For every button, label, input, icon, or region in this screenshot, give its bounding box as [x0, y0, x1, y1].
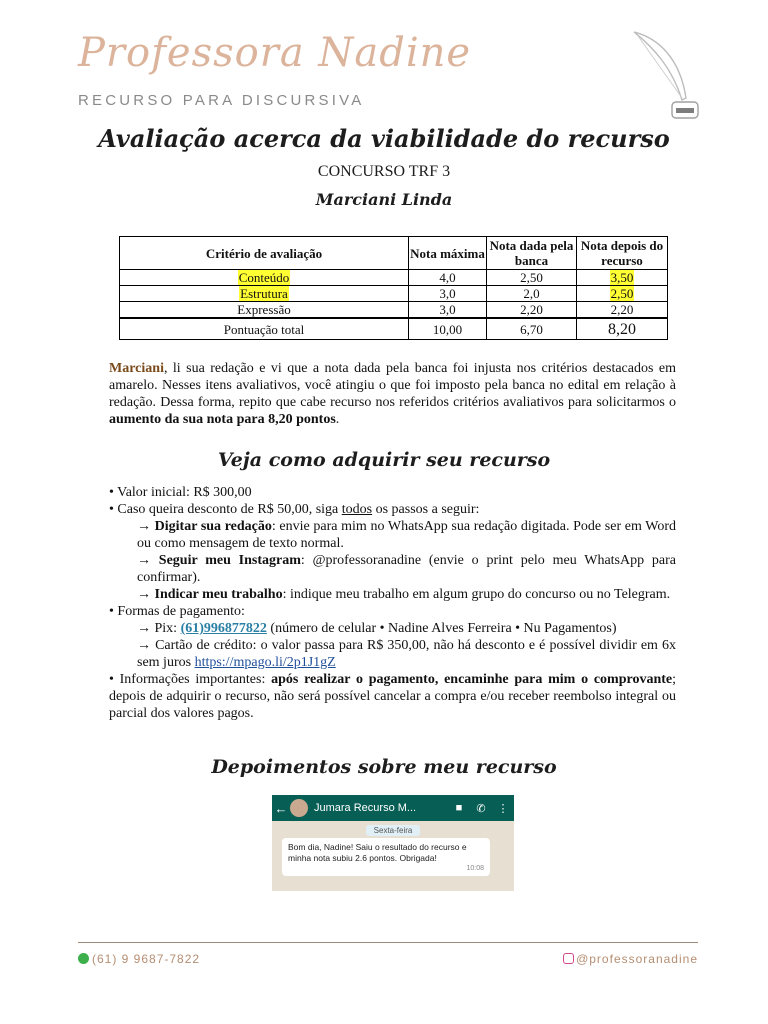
intro-paragraph: Marciani, li sua redação e vi que a nota dada pela banca foi injusta nos critérios destacados em amarelo. Nesses itens avaliativos, você atingiu o que foi imposto pela banca no edital em relação à redação. Dessa forma, repito que cabe recurso nos referidos critérios avaliativos para solicitarmos o aumento da sua nota para 8,20 pontos. — [109, 361, 676, 427]
section-title-testimonials: Depoimentos sobre meu recurso — [211, 756, 557, 778]
instagram-icon — [563, 953, 574, 964]
criterion-cell: Conteúdo — [238, 270, 290, 285]
table-row — [120, 302, 668, 319]
chat-message-text: Bom dia, Nadine! Saiu o resultado do recurso e minha nota subiu 2.6 pontos. Obrigada! — [288, 842, 467, 863]
chat-contact-name: Jumara Recurso M... — [314, 802, 417, 814]
total-max: 10,00 — [409, 318, 487, 340]
header-after: Nota depois do recurso — [577, 237, 668, 270]
list-item-step2: → Seguir meu Instagram: @professoranadine (envie o print pelo meu WhatsApp para confirmar). — [137, 553, 676, 585]
after-cell: 2,50 — [610, 286, 634, 301]
section-title-buy: Veja como adquirir seu recurso — [217, 449, 551, 471]
table-total-row — [120, 318, 668, 340]
list-item-price: • Valor inicial: R$ 300,00 — [109, 485, 252, 500]
chat-header — [272, 795, 514, 821]
brand-title: Professora Nadine — [78, 30, 472, 76]
max-cell: 3,0 — [409, 286, 487, 302]
list-item-step1: → Digitar sua redação: envie para mim no WhatsApp sua redação digitada. Pode ser em Word ou como mensagem de texto normal. — [137, 519, 677, 551]
list-item-info: • Informações importantes: após realizar o pagamento, encaminhe para mim o comprovante; depois de adquirir o recurso, não será possível cancelar a compra e/ou receber reembolso integral ou parcial dos valores pagos. — [109, 672, 677, 721]
footer-instagram: @professoranadine — [563, 952, 698, 966]
after-cell: 2,20 — [577, 302, 668, 319]
back-arrow-icon: ← — [274, 800, 288, 816]
purchase-list — [109, 484, 676, 722]
video-icon: ■ — [455, 802, 463, 814]
grades-table — [119, 236, 668, 340]
total-after: 8,20 — [577, 318, 668, 340]
candidate-name: Marciani Linda — [315, 190, 453, 209]
footer-divider — [78, 942, 698, 943]
list-item-card: → Cartão de crédito: o valor passa para R$ 350,00, não há desconto e é possível dividir em 6x sem juros https://mpago.li/2p1J1gZ — [137, 638, 676, 670]
table-row — [120, 270, 668, 286]
max-cell: 3,0 — [409, 302, 487, 319]
chat-day-badge: Sexta-feira — [366, 825, 420, 836]
intro-name: Marciani — [109, 361, 164, 376]
chat-message-time: 10:08 — [466, 865, 484, 872]
table-row — [120, 286, 668, 302]
list-item-discount: • Caso queira desconto de R$ 50,00, siga todos os passos a seguir: — [109, 502, 480, 517]
after-cell: 3,50 — [610, 270, 634, 285]
list-item-pix: → Pix: (61)996877822 (número de celular • Nadine Alves Ferreira • Nu Pagamentos) — [137, 621, 617, 636]
brand-subtitle: RECURSO PARA DISCURSIVA — [78, 92, 365, 109]
whatsapp-icon — [78, 953, 89, 964]
list-item-step3: → Indicar meu trabalho: indique meu trabalho em algum grupo do concurso ou no Telegram. — [137, 587, 671, 602]
list-item-payment: • Formas de pagamento: — [109, 604, 245, 619]
total-label: Pontuação total — [120, 318, 409, 340]
quill-icon — [628, 28, 704, 124]
board-cell: 2,20 — [487, 302, 577, 319]
table-header-row — [120, 237, 668, 270]
header-criterion: Critério de avaliação — [120, 237, 409, 270]
max-cell: 4,0 — [409, 270, 487, 286]
footer-phone: (61) 9 9687-7822 — [78, 952, 200, 966]
testimonial-screenshot — [272, 795, 514, 891]
total-board: 6,70 — [487, 318, 577, 340]
header-board: Nota dada pela banca — [487, 237, 577, 270]
contest-name: CONCURSO TRF 3 — [317, 163, 451, 180]
header-max: Nota máxima — [409, 237, 487, 270]
board-cell: 2,0 — [487, 286, 577, 302]
board-cell: 2,50 — [487, 270, 577, 286]
pix-phone-link[interactable]: (61)996877822 — [180, 621, 267, 636]
criterion-cell: Estrutura — [240, 286, 288, 301]
criterion-cell: Expressão — [120, 302, 409, 319]
page-title: Avaliação acerca da viabilidade do recurso — [98, 124, 670, 153]
avatar — [290, 799, 308, 817]
payment-link[interactable]: https://mpago.li/2p1J1gZ — [194, 655, 336, 670]
chat-message — [282, 838, 490, 876]
intro-bold: aumento da sua nota para 8,20 pontos — [109, 412, 336, 427]
phone-icon: ✆ — [476, 802, 486, 815]
more-icon: ⋮ — [497, 802, 509, 815]
